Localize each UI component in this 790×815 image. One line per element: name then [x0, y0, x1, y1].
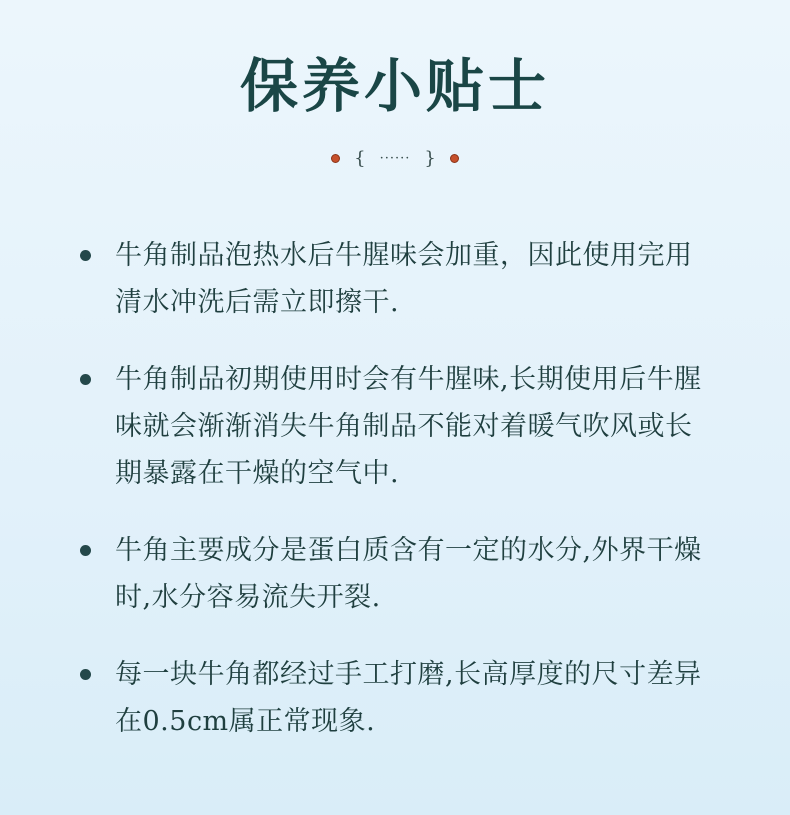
- tip-text: 牛角制品初期使用时会有牛腥味,长期使用后牛腥味就会渐渐消失牛角制品不能对着暖气吹风或长期暴露在干燥的空气中.: [115, 364, 702, 489]
- list-item: [0, 356, 715, 497]
- dot-ornament-icon: [331, 154, 340, 163]
- left-brace: {: [354, 148, 366, 169]
- page-title: 保养小贴士: [239, 52, 550, 120]
- bullet-icon: [80, 669, 91, 680]
- bullet-icon: [80, 374, 91, 385]
- bullet-icon: [80, 545, 91, 556]
- list-item: [0, 527, 715, 621]
- tip-text: 牛角主要成分是蛋白质含有一定的水分,外界干燥时,水分容易流失开裂.: [115, 535, 702, 613]
- divider-ellipsis: ······: [379, 151, 411, 166]
- dot-ornament-icon: [450, 154, 459, 163]
- right-brace: }: [424, 148, 436, 169]
- list-item: [0, 651, 715, 745]
- tip-text: 牛角制品泡热水后牛腥味会加重，因此使用完用清水冲洗后需立即擦干.: [115, 240, 693, 318]
- bullet-icon: [80, 250, 91, 261]
- tip-text: 每一块牛角都经过手工打磨,长高厚度的尺寸差异在0.5cm属正常现象.: [115, 659, 702, 737]
- title-divider: [0, 148, 790, 169]
- care-tips-list: [0, 232, 790, 775]
- list-item: [0, 232, 715, 326]
